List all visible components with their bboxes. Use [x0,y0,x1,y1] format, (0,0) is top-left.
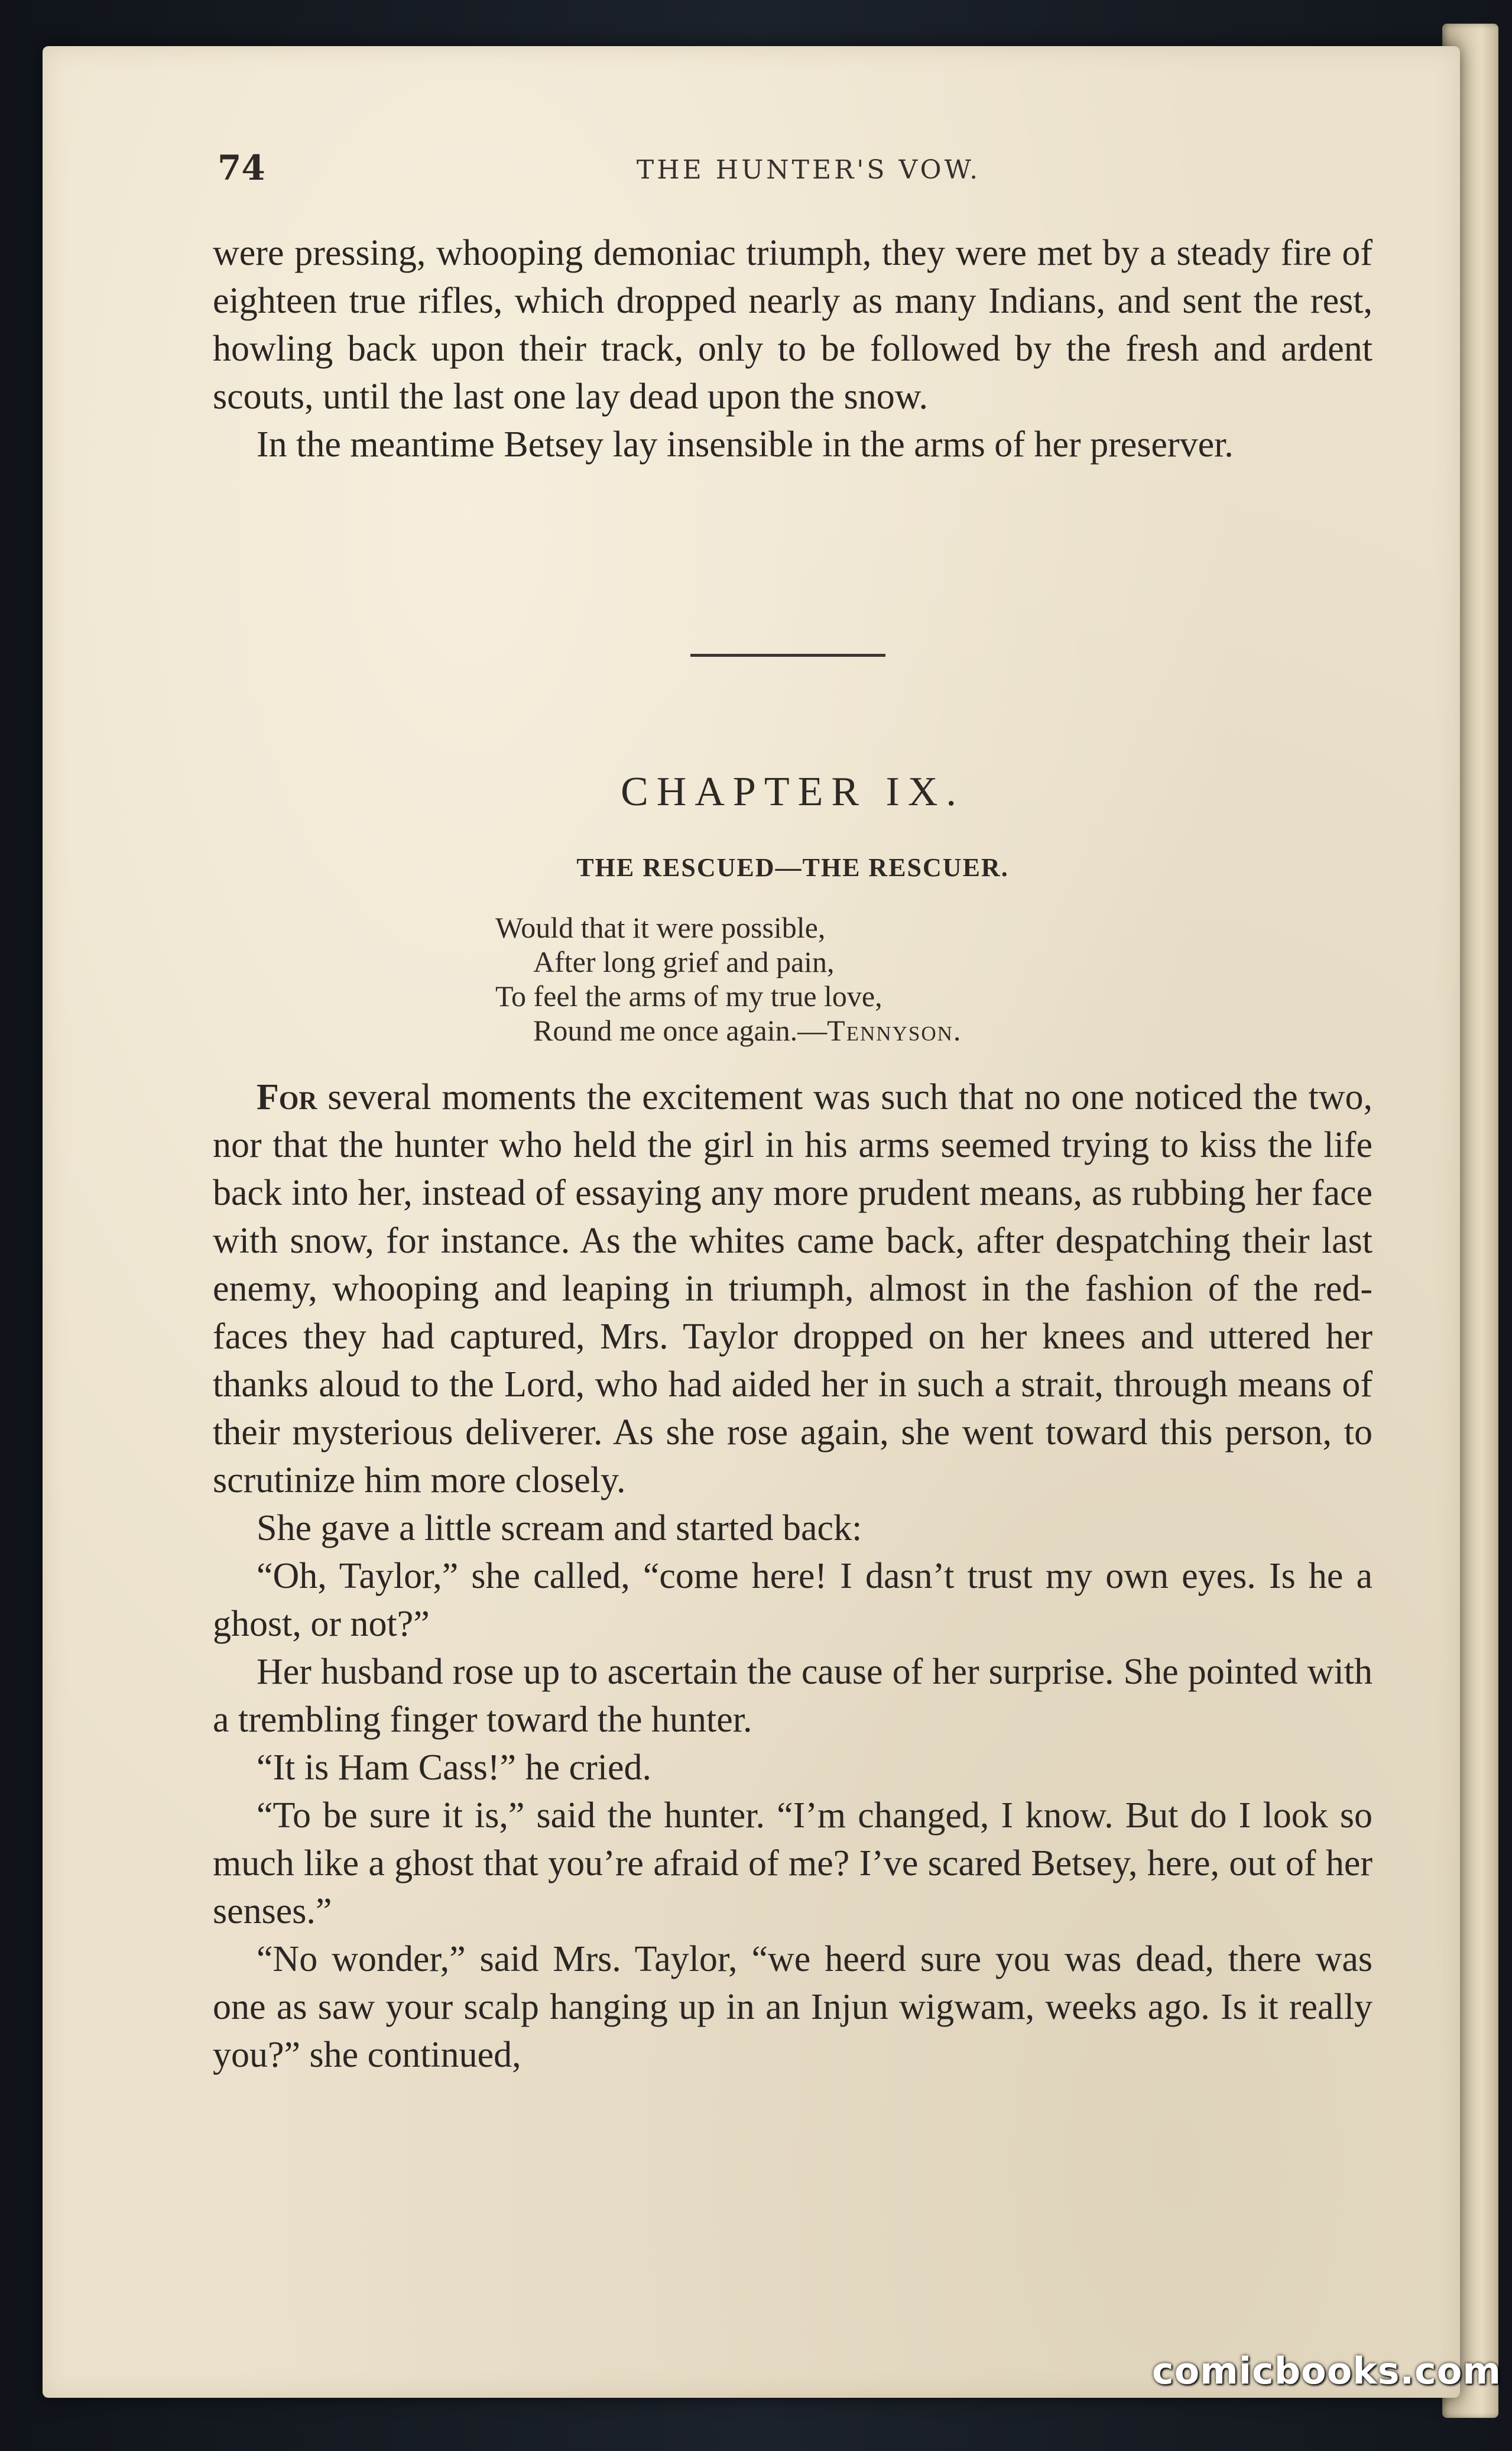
watermark: comicbooks.com [1151,2349,1501,2392]
epigraph-line: After long grief and pain, [533,945,835,978]
chapter-subtitle: THE RESCUED—THE RESCUER. [576,853,1009,882]
chapter-body [213,1074,1373,2079]
epigraph-line-text: Round me once again.— [533,1014,828,1047]
epigraph-line: To feel the arms of my true love, [495,980,882,1013]
epigraph-line: Would that it were possible, [495,911,826,944]
epigraph-line [495,1013,1205,1048]
paragraph: “To be sure it is,” said the hunter. “I’m changed, I know. But do I look so much like a ghost that you’re afraid of me? I’ve scared Betsey, here, out of her senses.” [213,1795,1373,1931]
epigraph-attribution: Tennyson. [827,1014,962,1047]
paragraph: She gave a little scream and started back: [257,1508,862,1548]
epigraph [495,910,1205,1048]
running-head: THE HUNTER'S VOW. [636,155,981,185]
paragraph: “It is Ham Cass!” he cried. [257,1748,651,1788]
paragraph [213,1074,1373,1505]
page-number: 74 [218,148,265,188]
paragraph: “No wonder,” said Mrs. Taylor, “we heerd sure you was dead, there was one as saw your scalp hanging up in an Injun wigwam, weeks ago. Is it really you?” she continued, [213,1939,1373,2075]
paragraph-text: several moments the excitement was such that no one noticed the two, nor that the hunter who held the girl in his arms seemed trying to kiss the life back into her, instead of essaying any more prudent means, as rubbing her face with snow, for instance. As the whites came back, after despatching their last enemy, whooping and leaping in triumph, almost in the fashion of the red-faces they had captured, Mrs. Taylor dropped on her knees and uttered her thanks aloud to the Lord, who had aided her in such a strait, through means of their mysterious deliverer. As she rose again, she went toward this person, to scrutinize him more closely. [213,1077,1373,1500]
paragraph: In the meantime Betsey lay insensible in the arms of her preserver. [257,424,1234,465]
paragraph: “Oh, Taylor,” she called, “come here! I dasn’t trust my own eyes. Is he a ghost, or not?” [213,1556,1373,1644]
chapter-title: CHAPTER IX. [621,769,965,815]
continued-text [213,229,1373,469]
opening-word: For [257,1077,317,1117]
paragraph: Her husband rose up to ascertain the cause of her surprise. She pointed with a trembling finger toward the hunter. [213,1652,1373,1740]
paragraph: were pressing, whooping demoniac triumph, they were met by a steady fire of eighteen true rifles, which dropped nearly as many Indians, and sent the rest, howling back upon their track, only to be followed by the fresh and ardent scouts, until the last one lay dead upon the snow. [213,233,1373,417]
page-header [218,148,1400,195]
section-divider [690,654,885,657]
